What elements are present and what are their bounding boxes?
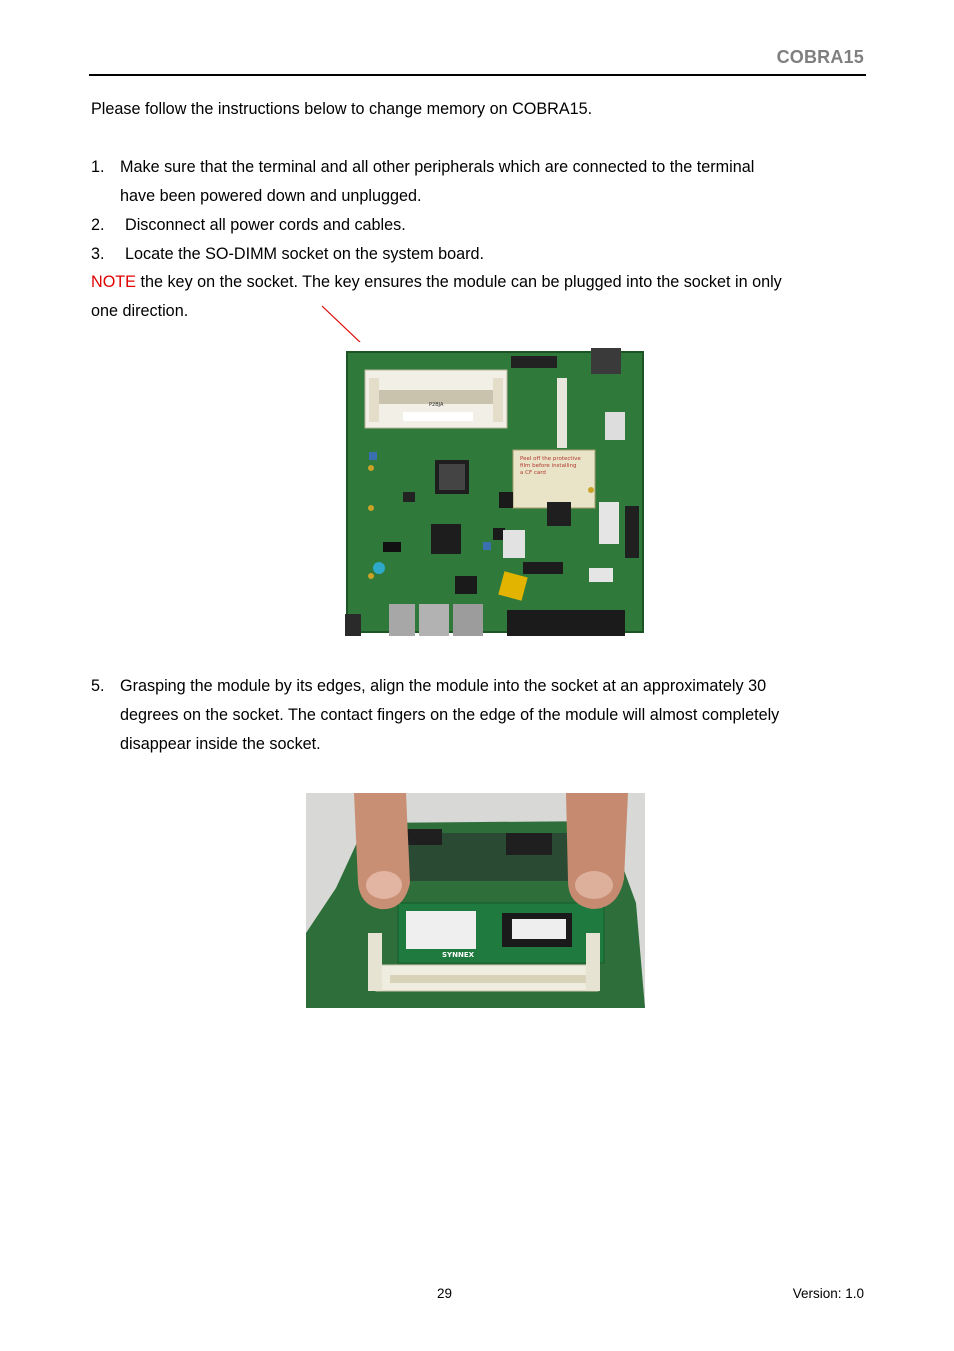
step-text: Make sure that the terminal and all other peripherals which are connected to the terminal bbox=[120, 158, 755, 176]
module-label: SYNNEX bbox=[442, 951, 475, 959]
step-number: 1. bbox=[91, 158, 105, 176]
step-number: 2. bbox=[91, 216, 105, 234]
system-board-photo bbox=[343, 342, 647, 640]
step-text: disappear inside the socket. bbox=[120, 735, 321, 753]
note-label: NOTE bbox=[91, 273, 136, 291]
intro-text: Please follow the instructions below to change memory on COBRA15. bbox=[91, 100, 593, 118]
step-text: degrees on the socket. The contact fingers on the edge of the module will almost completely bbox=[120, 706, 780, 724]
cf-label-line3: a CF card bbox=[520, 470, 546, 476]
note-text-continued: one direction. bbox=[91, 302, 189, 320]
note-text: the key on the socket. The key ensures the module can be plugged into the socket in only bbox=[135, 273, 782, 291]
board-label: P2BJA bbox=[429, 402, 444, 408]
note-paragraph bbox=[91, 268, 782, 297]
cf-label-line2: film before installing bbox=[520, 463, 577, 469]
page-header-title: COBRA15 bbox=[776, 47, 864, 67]
step-text: Grasping the module by its edges, align the module into the socket at an approximately 30 bbox=[120, 677, 767, 695]
header-rule bbox=[89, 74, 866, 76]
step-text: Locate the SO-DIMM socket on the system board. bbox=[125, 245, 484, 263]
step-text: Disconnect all power cords and cables. bbox=[125, 216, 406, 234]
page-number: 29 bbox=[437, 1286, 453, 1301]
memory-module-photo bbox=[306, 793, 645, 1008]
step-text: have been powered down and unplugged. bbox=[120, 187, 422, 205]
step-number: 5. bbox=[91, 677, 105, 695]
cf-label-line1: Peel off the protective bbox=[520, 456, 581, 462]
step-number: 3. bbox=[91, 245, 105, 263]
version-label: Version: 1.0 bbox=[792, 1286, 864, 1301]
